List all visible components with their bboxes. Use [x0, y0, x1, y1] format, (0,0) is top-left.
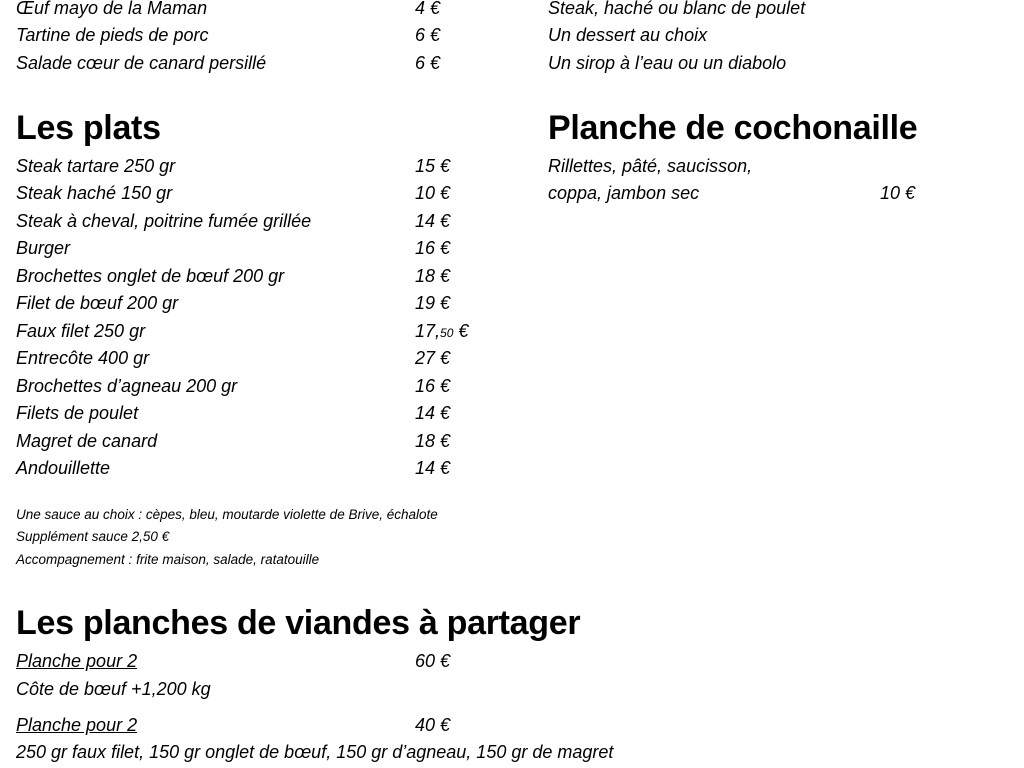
menu-item-name: Steak haché 150 gr — [16, 183, 173, 203]
menu-item-name: Filets de poulet — [16, 403, 139, 423]
section-title-planches: Les planches de viandes à partager — [16, 604, 581, 642]
menu-item-price: 16 € — [415, 376, 451, 396]
cochonaille-desc-line: Rillettes, pâté, saucisson, — [548, 156, 753, 176]
menu-item-name: Brochettes d’agneau 200 gr — [16, 376, 238, 396]
platter-desc: Côte de bœuf +1,200 kg — [16, 679, 211, 699]
menu-item-price: 14 € — [415, 403, 451, 423]
platter-desc: 250 gr faux filet, 150 gr onglet de bœuf, 150 gr d’agneau, 150 gr de magret — [16, 742, 614, 762]
menu-item-price: 4 € — [415, 0, 441, 18]
platter-price: 40 € — [415, 715, 451, 735]
kids-menu-line: Un sirop à l’eau ou un diabolo — [548, 53, 787, 73]
menu-item-price — [415, 320, 468, 344]
menu-item-name: Magret de canard — [16, 431, 158, 451]
cochonaille-price: 10 € — [880, 183, 916, 203]
section-title-plats: Les plats — [16, 109, 161, 147]
menu-item-name: Steak à cheval, poitrine fumée grillée — [16, 211, 312, 231]
side-dish-note: Accompagnement : frite maison, salade, ratatouille — [16, 552, 320, 567]
platter-name: Planche pour 2 — [16, 715, 138, 735]
cochonaille-desc-line: coppa, jambon sec — [548, 183, 700, 203]
menu-item-name: Faux filet 250 gr — [16, 321, 146, 341]
price-currency: € — [453, 321, 469, 341]
menu-item-price: 16 € — [415, 238, 451, 258]
menu-item-price: 10 € — [415, 183, 451, 203]
menu-item-name: Steak tartare 250 gr — [16, 156, 176, 176]
menu-item-name: Brochettes onglet de bœuf 200 gr — [16, 266, 285, 286]
menu-item-price: 14 € — [415, 211, 451, 231]
price-cents: 50 — [440, 326, 454, 340]
menu-item-price: 19 € — [415, 293, 451, 313]
menu-item-price: 14 € — [415, 458, 451, 478]
menu-item-name: Andouillette — [16, 458, 111, 478]
platter-price: 60 € — [415, 651, 451, 671]
kids-menu-line: Un dessert au choix — [548, 25, 708, 45]
menu-item-name: Filet de bœuf 200 gr — [16, 293, 179, 313]
menu-item-price: 6 € — [415, 53, 441, 73]
menu-item-name: Tartine de pieds de porc — [16, 25, 209, 45]
menu-item-price: 18 € — [415, 266, 451, 286]
menu-item-price: 15 € — [415, 156, 451, 176]
menu-item-name: Œuf mayo de la Maman — [16, 0, 208, 18]
price-main: 17, — [415, 321, 441, 341]
menu-item-name: Burger — [16, 238, 71, 258]
menu-item-name: Salade cœur de canard persillé — [16, 53, 267, 73]
platter-name: Planche pour 2 — [16, 651, 138, 671]
sauce-note: Une sauce au choix : cèpes, bleu, moutarde violette de Brive, échalote — [16, 507, 438, 522]
menu-item-price: 6 € — [415, 25, 441, 45]
menu-item-price: 18 € — [415, 431, 451, 451]
section-title-cochonaille: Planche de cochonaille — [548, 109, 918, 147]
menu-item-price: 27 € — [415, 348, 451, 368]
menu-item-name: Entrecôte 400 gr — [16, 348, 150, 368]
sauce-supplement-note: Supplément sauce 2,50 € — [16, 529, 170, 544]
kids-menu-line: Steak, haché ou blanc de poulet — [548, 0, 806, 18]
